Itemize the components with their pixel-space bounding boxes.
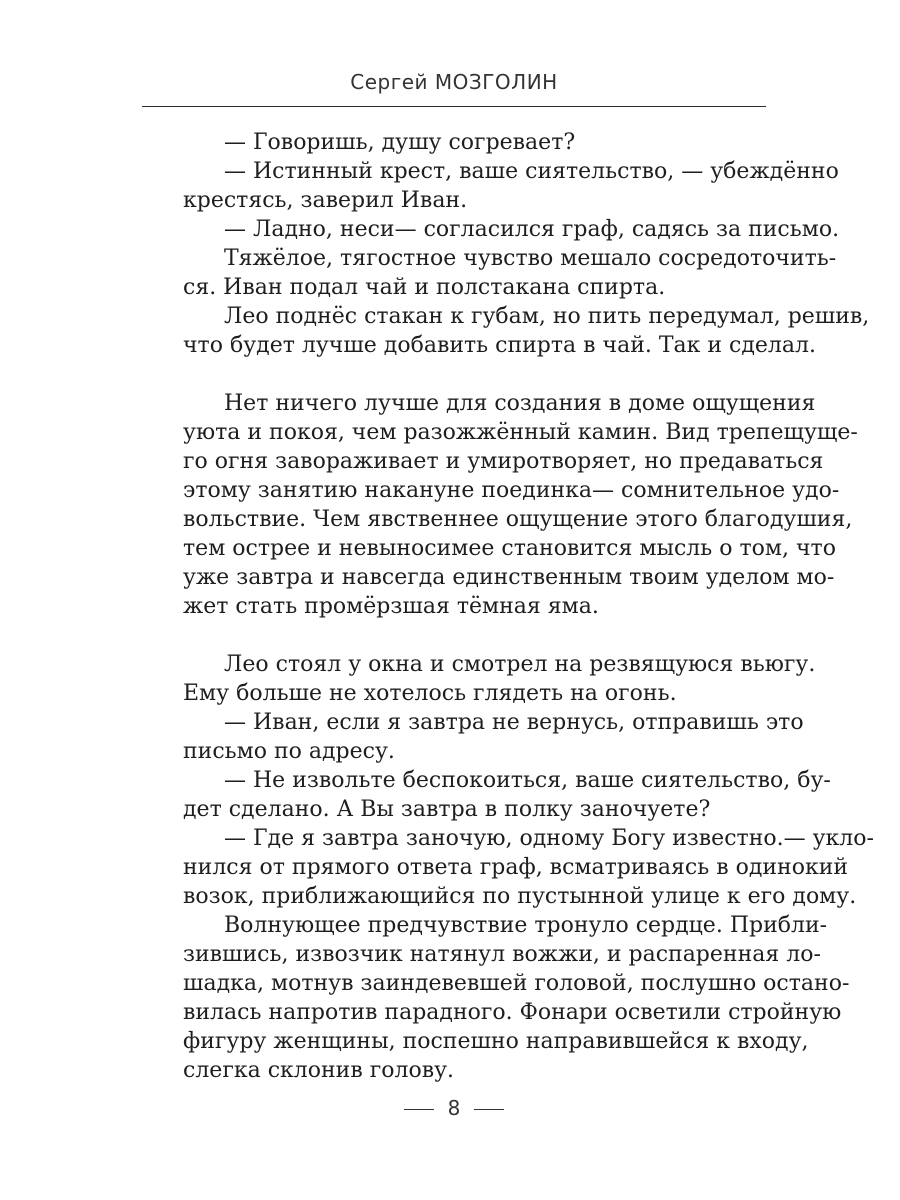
- paragraph: [142, 389, 858, 621]
- text-line: Нет ничего лучше для создания в доме ощущения: [224, 391, 816, 416]
- paragraph: [142, 128, 766, 157]
- paragraph: [142, 215, 840, 244]
- text-line: слегка склонив голову.: [183, 1058, 455, 1083]
- text-line: уже завтра и навсегда единственным твоим уделом мо-: [183, 565, 835, 590]
- paragraph: [142, 302, 870, 360]
- header-rule: [142, 106, 766, 107]
- text-line: что будет лучше добавить спирта в чай. Так и сделал.: [183, 333, 816, 358]
- running-header: Сергей МОЗГОЛИН: [350, 70, 558, 94]
- text-line: ся. Иван подал чай и полстакана спирта.: [183, 275, 666, 300]
- folio-dash-left: [404, 1109, 434, 1110]
- paragraph: [142, 650, 816, 708]
- text-line: — Истинный крест, ваше сиятельство, — убеждённо: [224, 159, 839, 184]
- text-line: — Не извольте беспокоиться, ваше сиятельство, бу-: [224, 768, 831, 793]
- text-line: дет сделано. А Вы завтра в полку заночуете?: [183, 797, 711, 822]
- paragraph: [142, 157, 839, 215]
- text-line: крестясь, заверил Иван.: [183, 188, 468, 213]
- paragraph: [142, 766, 831, 824]
- text-line: — Говоришь, душу согревает?: [224, 130, 576, 155]
- text-line: Тяжёлое, тягостное чувство мешало сосредоточить-: [224, 246, 837, 271]
- paragraph: [142, 824, 874, 911]
- text-line: возок, приближающийся по пустынной улице к его дому.: [183, 884, 857, 909]
- page-folio: [142, 1096, 766, 1120]
- paragraph: [142, 244, 837, 302]
- text-line: вольствие. Чем явственнее ощущение этого благодушия,: [183, 507, 853, 532]
- text-line: Ему больше не хотелось глядеть на огонь.: [183, 681, 677, 706]
- text-line: Лео стоял у окна и смотрел на резвящуюся вьюгу.: [224, 652, 816, 677]
- text-body: [142, 128, 874, 1085]
- text-line: — Где я завтра заночую, одному Богу известно.— укло-: [224, 826, 874, 851]
- text-line: нился от прямого ответа граф, всматриваясь в одинокий: [183, 855, 849, 880]
- text-line: шадка, мотнув заиндевевшей головой, послушно остано-: [183, 971, 850, 996]
- text-line: фигуру женщины, поспешно направившейся к входу,: [183, 1029, 809, 1054]
- paragraph: [142, 911, 850, 1085]
- paragraph: [142, 708, 804, 766]
- text-line: жет стать промёрзшая тёмная яма.: [183, 594, 599, 619]
- text-line: тем острее и невыносимее становится мысль о том, что: [183, 536, 836, 561]
- text-line: зившись, извозчик натянул вожжи, и распаренная ло-: [183, 942, 821, 967]
- text-line: вилась напротив парадного. Фонари осветили стройную: [183, 1000, 842, 1025]
- text-line: письмо по адресу.: [183, 739, 395, 764]
- text-line: — Ладно, неси— согласился граф, садясь за письмо.: [224, 217, 840, 242]
- text-line: этому занятию накануне поединка— сомнительное удо-: [183, 478, 840, 503]
- text-line: Лео поднёс стакан к губам, но пить передумал, решив,: [224, 304, 870, 329]
- text-line: Волнующее предчувствие тронуло сердце. Прибли-: [224, 913, 828, 938]
- folio-dash-right: [474, 1109, 504, 1110]
- page-number: 8: [447, 1096, 461, 1120]
- text-line: уюта и покоя, чем разожжённый камин. Вид трепещуще-: [183, 420, 858, 445]
- text-line: го огня завораживает и умиротворяет, но предаваться: [183, 449, 824, 474]
- text-line: — Иван, если я завтра не вернусь, отправишь это: [224, 710, 804, 735]
